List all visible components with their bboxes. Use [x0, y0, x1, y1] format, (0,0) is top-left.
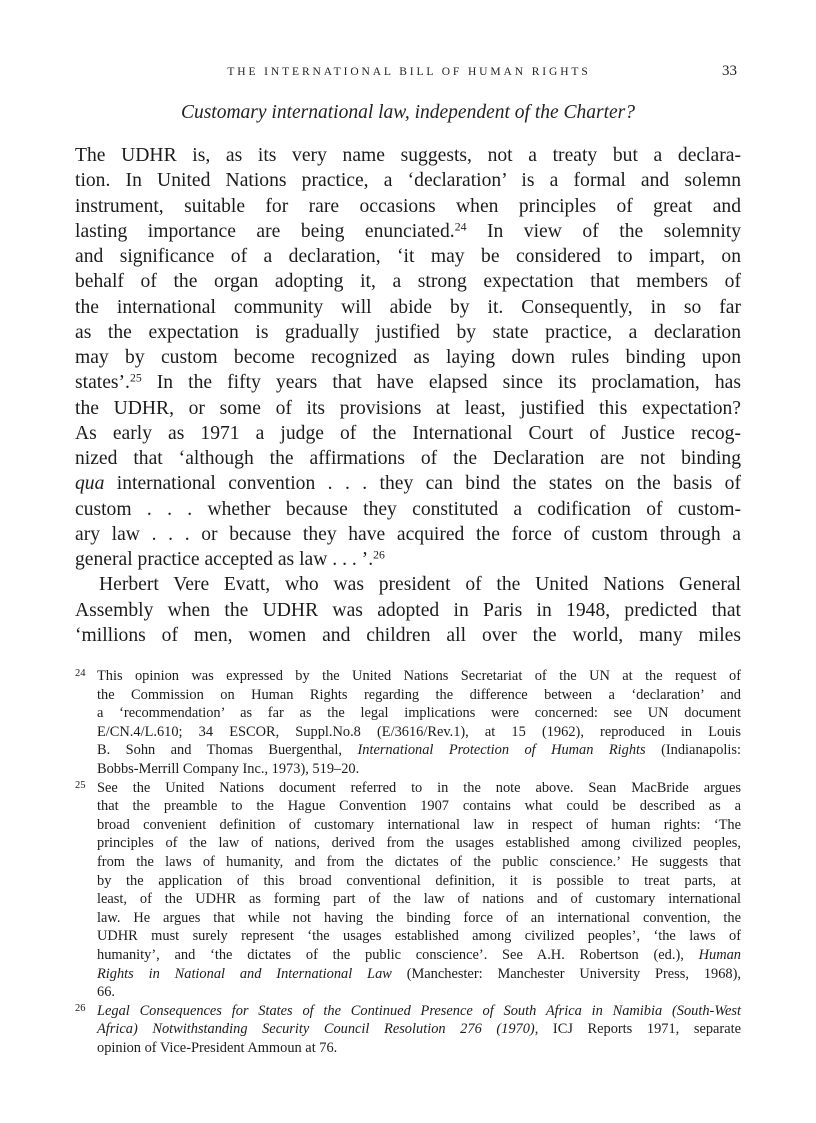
footnote-number: 24 [75, 668, 86, 679]
text-segment: In the fifty years that have elapsed since its proclamation, has [141, 372, 741, 394]
footnote-line: by the application of this broad conventional definition, it is possible to treat parts, at [97, 872, 741, 889]
text-segment: In view of the solemnity [466, 220, 741, 242]
footnote-25 [75, 779, 741, 1002]
italic-segment: qua [75, 473, 105, 495]
footnote-line: least, of the UDHR as forming part of the law of nations and of customary international [97, 891, 741, 908]
body-line: the UDHR, or some of its provisions at least, justified this expectation? [75, 397, 741, 419]
body-line: the international community will abide by it. Consequently, in so far [75, 296, 741, 318]
footnote-line [97, 1002, 741, 1021]
footnote-line: broad convenient definition of customary international law in respect of human rights: ‘The [97, 816, 741, 833]
footnote-line: from the laws of humanity, and from the dictates of the public conscience.’ He suggests that [97, 853, 741, 870]
footnote-line: 66. [97, 984, 115, 1001]
body-line: ary law . . . or because they have acquired the force of custom through a [75, 523, 741, 545]
body-line: instrument, suitable for rare occasions when principles of great and [75, 195, 741, 217]
footnote-line [97, 741, 741, 760]
footnote-text [97, 1002, 741, 1058]
footnote-line: This opinion was expressed by the United Nations Secretariat of the UN at the request of [97, 668, 741, 684]
footnote-number: 26 [75, 1002, 86, 1014]
italic-segment: Human [698, 946, 741, 963]
italic-segment: Legal Consequences for States of the Continued Presence of South Africa in Namibia (South-West [97, 1002, 741, 1019]
text-segment: lasting importance are being enunciated. [75, 220, 455, 242]
footnote-reference[interactable]: 26 [373, 548, 385, 562]
footnote-line [97, 946, 741, 965]
body-line: Herbert Vere Evatt, who was president of the United Nations General [99, 574, 741, 596]
page-number: 33 [722, 63, 737, 79]
footnote-reference[interactable]: 25 [129, 371, 142, 385]
text-segment: (Manchester: Manchester University Press, 1968), [391, 965, 741, 982]
italic-segment: Africa) Notwithstanding Security Council Resolution 276 (1970) [97, 1021, 535, 1038]
footnote-24 [75, 667, 741, 779]
footnotes [75, 667, 741, 1057]
text-segment: general practice accepted as law . . . ’. [75, 549, 374, 570]
footnote-number: 25 [75, 779, 86, 791]
body-line [75, 471, 741, 496]
text-segment: humanity’, and ‘the dictates of the public conscience’. See A.H. Robertson (ed.), [97, 946, 699, 963]
footnote-line: principles of the law of nations, derived from the usages established among civilized peoples, [97, 835, 741, 852]
text-segment: (Indianapolis: [645, 742, 742, 759]
section-title: Customary international law, independent of the Charter? [180, 102, 636, 123]
body-text [75, 143, 741, 648]
footnote-line [97, 1020, 741, 1039]
text-segment: B. Sohn and Thomas Buergenthal, [97, 742, 358, 759]
body-line: ‘millions of men, women and children all over the world, many miles [75, 624, 741, 646]
body-line [75, 219, 741, 244]
footnote-line: law. He argues that while not having the binding force of an international convention, the [97, 909, 741, 926]
paragraph-1 [75, 143, 741, 572]
body-line: As early as 1971 a judge of the International Court of Justice recog- [75, 422, 741, 444]
footnote-reference[interactable]: 24 [454, 220, 467, 234]
footnote-line [97, 965, 741, 984]
body-line: Assembly when the UDHR was adopted in Paris in 1948, predicted that [75, 599, 741, 621]
body-line: tion. In United Nations practice, a ‘declaration’ is a formal and solemn [75, 170, 741, 192]
text-segment: states’. [75, 372, 130, 394]
footnote-26 [75, 1002, 741, 1058]
footnote-line: a ‘recommendation’ as far as the legal implications were concerned: see UN document [97, 705, 741, 722]
body-line [75, 370, 741, 395]
footnote-line: opinion of Vice-President Ammoun at 76. [97, 1039, 338, 1056]
body-line: behalf of the organ adopting it, a strong expectation that members of [75, 271, 741, 293]
footnote-text [97, 779, 741, 1002]
text-segment: international convention . . . they can bind the states on the basis of [104, 473, 741, 495]
italic-segment: Rights in National and International Law [97, 965, 392, 982]
body-line: as the expectation is gradually justified by state practice, a declaration [75, 321, 741, 343]
footnote-line: Bobbs-Merrill Company Inc., 1973), 519–20. [97, 760, 360, 777]
body-line: nized that ‘although the affirmations of the Declaration are not binding [75, 448, 741, 469]
body-line: and significance of a declaration, ‘it may be considered to impart, on [75, 246, 741, 267]
italic-segment: International Protection of Human Rights [357, 742, 646, 759]
running-head: THE INTERNATIONAL BILL OF HUMAN RIGHTS [227, 66, 591, 78]
footnote-text [97, 667, 741, 779]
paragraph-2 [75, 572, 741, 648]
body-line: The UDHR is, as its very name suggests, not a treaty but a declara- [75, 145, 741, 166]
body-line [75, 547, 741, 572]
body-line: may by custom become recognized as laying down rules binding upon [75, 347, 741, 368]
footnote-line: the Commission on Human Rights regarding the difference between a ‘declaration’ and [97, 686, 741, 703]
footnote-line: E/CN.4/L.610; 34 ESCOR, Suppl.No.8 (E/3616/Rev.1), at 15 (1962), reproduced in Louis [97, 723, 741, 740]
body-line: custom . . . whether because they constituted a codification of custom- [75, 498, 741, 520]
text-segment: , ICJ Reports 1971, separate [534, 1021, 741, 1038]
footnote-line: UDHR must surely represent ‘the usages established among civilized peoples’, ‘the laws of [97, 928, 741, 945]
footnote-line: See the United Nations document referred to in the note above. Sean MacBride argues [97, 779, 741, 796]
footnote-line: that the preamble to the Hague Convention 1907 contains what could be described as a [97, 798, 741, 815]
